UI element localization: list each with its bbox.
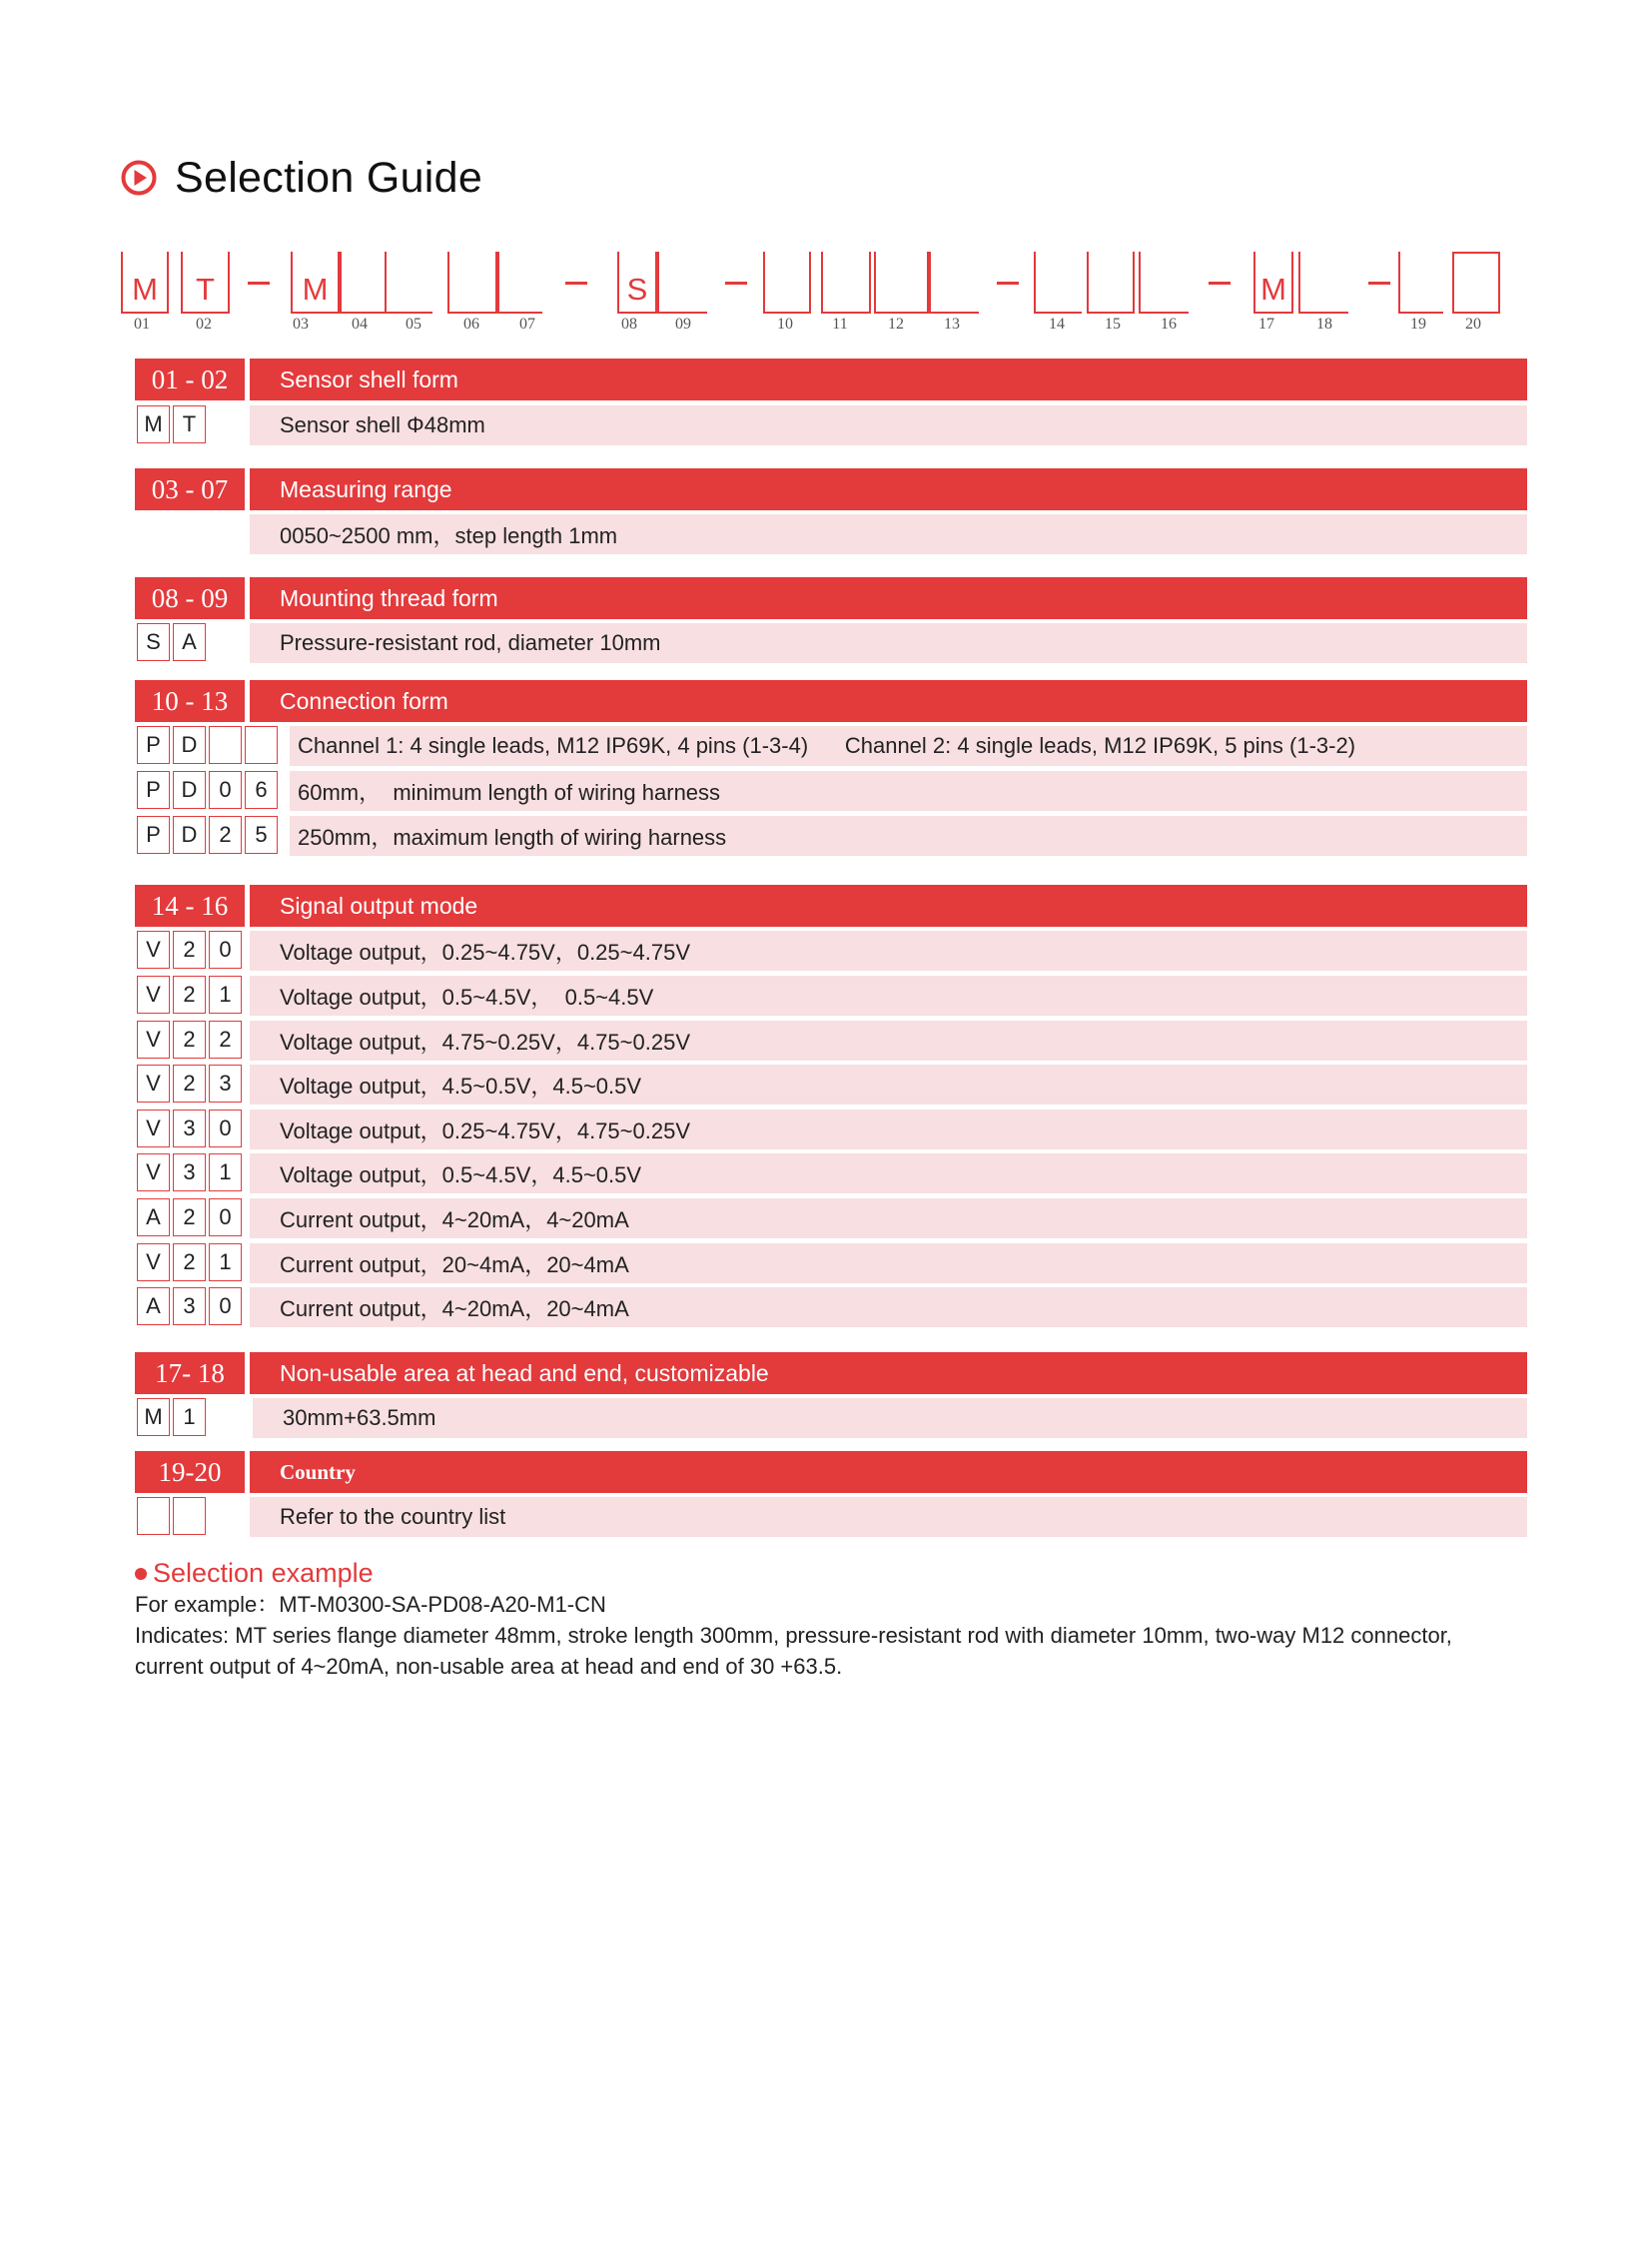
example-line: current output of 4~20mA, non-usable area at head and end of 30 +63.5. [135,1654,843,1679]
code-char: M [1260,272,1286,307]
play-circle-icon [121,160,157,196]
option-row [290,726,1527,766]
code-box [1087,252,1135,314]
section-code-range: 03 - 07 [135,468,245,510]
code-value-box: 2 [209,816,242,854]
option-description: Current output，4~20mA，20~4mA [280,1295,629,1321]
code-box [1034,252,1082,314]
code-value-box: 2 [209,1021,242,1059]
code-box [121,252,169,314]
code-value-box: 0 [209,1110,242,1147]
code-box [763,252,811,314]
code-position-number: 15 [1105,316,1121,333]
code-box [929,252,979,314]
code-value-box: V [137,1243,170,1281]
code-value-box [245,726,278,764]
code-value-box: 1 [209,1243,242,1281]
selection-example [135,1558,1553,1682]
code-position-number: 08 [621,316,637,333]
code-value-box: P [137,771,170,809]
option-description: Pressure-resistant rod, diameter 10mm [280,630,661,655]
code-value-box [173,1497,206,1535]
example-heading [135,1558,1553,1589]
code-position-number: 06 [463,316,479,333]
code-box [291,252,340,314]
code-box [1398,252,1443,314]
code-value-box: 2 [173,1065,206,1103]
option-row [250,931,1527,971]
section-title: Country [250,1451,1527,1493]
code-value-box: A [137,1287,170,1325]
section-title: Signal output mode [250,885,1527,927]
code-box [821,252,871,314]
code-position-number: 05 [406,316,421,333]
section-title: Non-usable area at head and end, customizable [250,1352,1527,1394]
code-box [1298,252,1348,314]
option-description: Voltage output，0.5~4.5V， 0.5~4.5V [280,984,654,1010]
code-value-box: V [137,1021,170,1059]
code-position-number: 02 [196,316,212,333]
option-description: Voltage output，4.75~0.25V，4.75~0.25V [280,1029,690,1055]
code-value-box: V [137,1110,170,1147]
bullet-icon [135,1568,147,1580]
code-dash [997,282,1019,285]
option-row [290,816,1527,856]
option-row [250,1065,1527,1105]
code-box [874,252,929,314]
option-description: Sensor shell Φ48mm [280,412,485,437]
code-value-box: A [173,623,206,661]
code-dash [725,282,747,285]
code-value-box: S [137,623,170,661]
code-position-number: 11 [832,316,848,333]
section-code-range: 08 - 09 [135,577,245,619]
code-value-box: 3 [173,1110,206,1147]
code-position-number: 19 [1410,316,1426,333]
code-box [385,252,432,314]
code-position-number: 03 [293,316,309,333]
option-description: 0050~2500 mm，step length 1mm [280,522,618,548]
code-value-box: 0 [209,931,242,969]
code-position-number: 17 [1258,316,1274,333]
code-value-box: V [137,1153,170,1191]
code-value-box: 3 [173,1287,206,1325]
code-position-number: 13 [944,316,960,333]
code-dash [1368,282,1390,285]
code-box [657,252,707,314]
code-position-number: 20 [1465,316,1481,333]
option-row [250,1243,1527,1283]
option-row [250,1110,1527,1149]
code-value-box: P [137,816,170,854]
code-position-number: 18 [1316,316,1332,333]
option-row [250,1153,1527,1193]
code-position-number: 09 [675,316,691,333]
code-value-box: V [137,931,170,969]
code-char: M [132,272,158,307]
code-value-box: A [137,1198,170,1236]
code-char: M [302,272,329,307]
option-row [253,1398,1527,1438]
code-value-box: 0 [209,1198,242,1236]
code-position-number: 10 [777,316,793,333]
example-title: Selection example [153,1558,374,1588]
option-row [250,405,1527,445]
code-value-box: 1 [209,1153,242,1191]
example-line: For example：MT-M0300-SA-PD08-A20-M1-CN [135,1592,606,1617]
code-value-box: 0 [209,1287,242,1325]
code-dash [565,282,587,285]
code-value-box: 2 [173,1021,206,1059]
code-value-box [137,1497,170,1535]
code-value-box: 3 [209,1065,242,1103]
code-box [447,252,497,314]
code-value-box: D [173,816,206,854]
option-row [250,1497,1527,1537]
code-value-box [209,726,242,764]
code-value-box: 1 [209,976,242,1014]
code-value-box: 2 [173,976,206,1014]
code-value-box: 3 [173,1153,206,1191]
code-value-box: M [137,405,170,443]
option-description: Voltage output，4.5~0.5V，4.5~0.5V [280,1073,642,1099]
code-box [497,252,542,314]
code-value-box: T [173,405,206,443]
section-title: Mounting thread form [250,577,1527,619]
code-box [1139,252,1189,314]
code-position-number: 01 [134,316,150,333]
option-description: Voltage output，0.5~4.5V，4.5~0.5V [280,1161,642,1187]
option-row [250,1198,1527,1238]
option-description: 250mm，maximum length of wiring harness [298,824,727,850]
option-description: Current output，20~4mA，20~4mA [280,1251,629,1277]
option-description: Voltage output，0.25~4.75V，4.75~0.25V [280,1118,690,1143]
code-position-number: 07 [519,316,535,333]
code-value-box: P [137,726,170,764]
code-char: T [196,272,215,307]
option-description: Voltage output，0.25~4.75V，0.25~4.75V [280,939,690,965]
section-code-range: 01 - 02 [135,359,245,400]
section-code-range: 17- 18 [135,1352,245,1394]
option-row [250,514,1527,554]
code-box [1253,252,1293,314]
code-box [1452,252,1500,314]
code-value-box: D [173,771,206,809]
option-row [250,1021,1527,1061]
code-dash [248,282,270,285]
code-char: S [626,272,648,307]
page-title: Selection Guide [175,153,483,202]
option-description: Current output，4~20mA，4~20mA [280,1206,629,1232]
option-row [250,976,1527,1016]
code-value-box: D [173,726,206,764]
code-box [181,252,230,314]
code-value-box: 1 [173,1398,206,1436]
code-value-box: 6 [245,771,278,809]
section-title: Measuring range [250,468,1527,510]
code-box [340,252,385,314]
option-description: 60mm， minimum length of wiring harness [298,779,721,805]
code-position-number: 16 [1161,316,1177,333]
page-title-bar [121,148,482,208]
code-value-box: V [137,1065,170,1103]
code-value-box: 2 [173,1198,206,1236]
code-value-box: 2 [173,931,206,969]
option-row [290,771,1527,811]
code-position-number: 04 [352,316,368,333]
section-title: Sensor shell form [250,359,1527,400]
code-value-box: 2 [173,1243,206,1281]
code-dash [1209,282,1231,285]
option-row [250,1287,1527,1327]
section-code-range: 10 - 13 [135,680,245,722]
code-position-number: 12 [888,316,904,333]
code-value-box: 5 [245,816,278,854]
code-value-box: 0 [209,771,242,809]
example-line: Indicates: MT series flange diameter 48mm, stroke length 300mm, pressure-resistant rod with diameter 10mm, two-way M12 connector, [135,1623,1452,1648]
section-code-range: 19-20 [135,1451,245,1493]
option-description: Refer to the country list [280,1504,506,1529]
code-value-box: V [137,976,170,1014]
section-code-range: 14 - 16 [135,885,245,927]
option-description: 30mm+63.5mm [283,1405,436,1430]
code-value-box: M [137,1398,170,1436]
code-box [617,252,657,314]
section-title: Connection form [250,680,1527,722]
option-row [250,623,1527,663]
code-position-number: 14 [1049,316,1065,333]
option-description: Channel 1: 4 single leads, M12 IP69K, 4 pins (1-3-4) Channel 2: 4 single leads, M12 IP69K, 5 pins (1-3-2) [298,733,1356,758]
